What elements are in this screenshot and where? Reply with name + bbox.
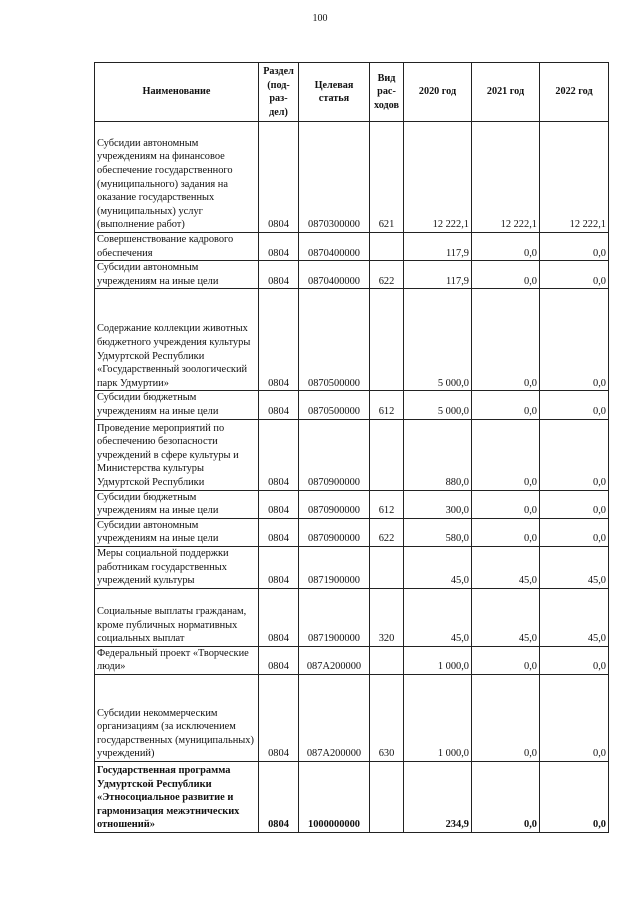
row-2022-cell: 0,0 bbox=[540, 261, 609, 289]
row-2020-cell: 5 000,0 bbox=[404, 391, 472, 419]
row-2020-cell: 580,0 bbox=[404, 518, 472, 546]
row-2021-cell: 0,0 bbox=[472, 646, 540, 674]
header-name: Наименование bbox=[95, 63, 259, 122]
row-article-cell: 1000000000 bbox=[299, 761, 370, 832]
row-name-cell: Государственная программа Удмуртской Республики «Этносоциальное развитие и гармонизация межэтнических отношений» bbox=[95, 761, 259, 832]
row-section-cell: 0804 bbox=[259, 546, 299, 588]
header-2022: 2022 год bbox=[540, 63, 609, 122]
row-name-cell: Содержание коллекции животных бюджетного учреждения культуры Удмуртской Республики «Государственный зоологический парк Удмуртии» bbox=[95, 289, 259, 391]
row-article-cell: 0870900000 bbox=[299, 518, 370, 546]
table-row bbox=[95, 391, 609, 419]
header-2021: 2021 год bbox=[472, 63, 540, 122]
row-article-cell: 0870500000 bbox=[299, 391, 370, 419]
row-2022-cell: 0,0 bbox=[540, 490, 609, 518]
row-section-cell: 0804 bbox=[259, 588, 299, 646]
table-row bbox=[95, 233, 609, 261]
row-article-cell: 087A200000 bbox=[299, 646, 370, 674]
table-header-row bbox=[95, 63, 609, 122]
row-2021-cell: 0,0 bbox=[472, 674, 540, 761]
table-row bbox=[95, 546, 609, 588]
row-name-cell: Субсидии автономным учреждениям на иные цели bbox=[95, 518, 259, 546]
row-2022-cell: 0,0 bbox=[540, 233, 609, 261]
row-article-cell: 0870400000 bbox=[299, 261, 370, 289]
row-section-cell: 0804 bbox=[259, 261, 299, 289]
row-section-cell: 0804 bbox=[259, 490, 299, 518]
row-kind-cell: 630 bbox=[370, 674, 404, 761]
table-row bbox=[95, 490, 609, 518]
row-kind-cell bbox=[370, 646, 404, 674]
row-2021-cell: 45,0 bbox=[472, 588, 540, 646]
header-kind: Вид рас-ходов bbox=[370, 63, 404, 122]
row-2021-cell: 0,0 bbox=[472, 233, 540, 261]
row-2022-cell: 0,0 bbox=[540, 391, 609, 419]
row-article-cell: 0870400000 bbox=[299, 233, 370, 261]
row-kind-cell bbox=[370, 289, 404, 391]
row-2022-cell: 0,0 bbox=[540, 289, 609, 391]
row-name-cell: Федеральный проект «Творческие люди» bbox=[95, 646, 259, 674]
header-2020: 2020 год bbox=[404, 63, 472, 122]
row-kind-cell bbox=[370, 233, 404, 261]
row-2020-cell: 300,0 bbox=[404, 490, 472, 518]
row-kind-cell: 320 bbox=[370, 588, 404, 646]
row-2020-cell: 234,9 bbox=[404, 761, 472, 832]
row-name-cell: Субсидии бюджетным учреждениям на иные цели bbox=[95, 391, 259, 419]
table-row bbox=[95, 518, 609, 546]
row-2022-cell: 45,0 bbox=[540, 546, 609, 588]
row-2022-cell: 0,0 bbox=[540, 761, 609, 832]
row-2022-cell: 45,0 bbox=[540, 588, 609, 646]
row-2021-cell: 0,0 bbox=[472, 419, 540, 490]
header-article: Целевая статья bbox=[299, 63, 370, 122]
row-article-cell: 087A200000 bbox=[299, 674, 370, 761]
row-2020-cell: 1 000,0 bbox=[404, 646, 472, 674]
row-section-cell: 0804 bbox=[259, 289, 299, 391]
row-2020-cell: 880,0 bbox=[404, 419, 472, 490]
row-2022-cell: 0,0 bbox=[540, 518, 609, 546]
header-section: Раздел (под-раз-дел) bbox=[259, 63, 299, 122]
row-kind-cell: 622 bbox=[370, 261, 404, 289]
page-number: 100 bbox=[312, 13, 328, 24]
row-kind-cell bbox=[370, 419, 404, 490]
row-2020-cell: 12 222,1 bbox=[404, 122, 472, 233]
row-2021-cell: 0,0 bbox=[472, 518, 540, 546]
row-2022-cell: 0,0 bbox=[540, 646, 609, 674]
row-name-cell: Субсидии автономным учреждениям на иные цели bbox=[95, 261, 259, 289]
row-article-cell: 0870900000 bbox=[299, 419, 370, 490]
row-article-cell: 0871900000 bbox=[299, 546, 370, 588]
row-article-cell: 0870900000 bbox=[299, 490, 370, 518]
row-section-cell: 0804 bbox=[259, 761, 299, 832]
row-2020-cell: 45,0 bbox=[404, 546, 472, 588]
row-kind-cell: 621 bbox=[370, 122, 404, 233]
row-2020-cell: 5 000,0 bbox=[404, 289, 472, 391]
row-name-cell: Субсидии некоммерческим организациям (за исключением государственных (муниципальных) учреждений) bbox=[95, 674, 259, 761]
row-name-cell: Социальные выплаты гражданам, кроме публичных нормативных социальных выплат bbox=[95, 588, 259, 646]
row-kind-cell bbox=[370, 761, 404, 832]
row-kind-cell bbox=[370, 546, 404, 588]
row-section-cell: 0804 bbox=[259, 646, 299, 674]
row-kind-cell: 612 bbox=[370, 391, 404, 419]
table-row bbox=[95, 646, 609, 674]
row-section-cell: 0804 bbox=[259, 122, 299, 233]
row-2020-cell: 1 000,0 bbox=[404, 674, 472, 761]
row-article-cell: 0870300000 bbox=[299, 122, 370, 233]
table-row bbox=[95, 419, 609, 490]
row-section-cell: 0804 bbox=[259, 419, 299, 490]
row-kind-cell: 622 bbox=[370, 518, 404, 546]
row-name-cell: Субсидии автономным учреждениям на финансовое обеспечение государственного (муниципального) задания на оказание государственных (муниципальных) услуг (выполнение работ) bbox=[95, 122, 259, 233]
table-row bbox=[95, 761, 609, 832]
table-row bbox=[95, 122, 609, 233]
row-name-cell: Совершенствование кадрового обеспечения bbox=[95, 233, 259, 261]
row-article-cell: 0870500000 bbox=[299, 289, 370, 391]
row-2021-cell: 45,0 bbox=[472, 546, 540, 588]
row-2021-cell: 12 222,1 bbox=[472, 122, 540, 233]
row-2020-cell: 117,9 bbox=[404, 261, 472, 289]
row-2021-cell: 0,0 bbox=[472, 261, 540, 289]
row-2020-cell: 117,9 bbox=[404, 233, 472, 261]
table-row bbox=[95, 588, 609, 646]
row-section-cell: 0804 bbox=[259, 674, 299, 761]
table-row bbox=[95, 289, 609, 391]
row-2021-cell: 0,0 bbox=[472, 761, 540, 832]
budget-table bbox=[94, 62, 609, 833]
row-2020-cell: 45,0 bbox=[404, 588, 472, 646]
row-2022-cell: 0,0 bbox=[540, 419, 609, 490]
row-name-cell: Субсидии бюджетным учреждениям на иные цели bbox=[95, 490, 259, 518]
table-row bbox=[95, 261, 609, 289]
row-section-cell: 0804 bbox=[259, 391, 299, 419]
row-article-cell: 0871900000 bbox=[299, 588, 370, 646]
row-2021-cell: 0,0 bbox=[472, 391, 540, 419]
row-name-cell: Проведение мероприятий по обеспечению безопасности учреждений в сфере культуры и Министерства культуры Удмуртской Республики bbox=[95, 419, 259, 490]
row-2021-cell: 0,0 bbox=[472, 490, 540, 518]
row-section-cell: 0804 bbox=[259, 518, 299, 546]
row-2022-cell: 12 222,1 bbox=[540, 122, 609, 233]
row-section-cell: 0804 bbox=[259, 233, 299, 261]
table-row bbox=[95, 674, 609, 761]
row-2022-cell: 0,0 bbox=[540, 674, 609, 761]
row-kind-cell: 612 bbox=[370, 490, 404, 518]
row-2021-cell: 0,0 bbox=[472, 289, 540, 391]
row-name-cell: Меры социальной поддержки работникам государственных учреждений культуры bbox=[95, 546, 259, 588]
